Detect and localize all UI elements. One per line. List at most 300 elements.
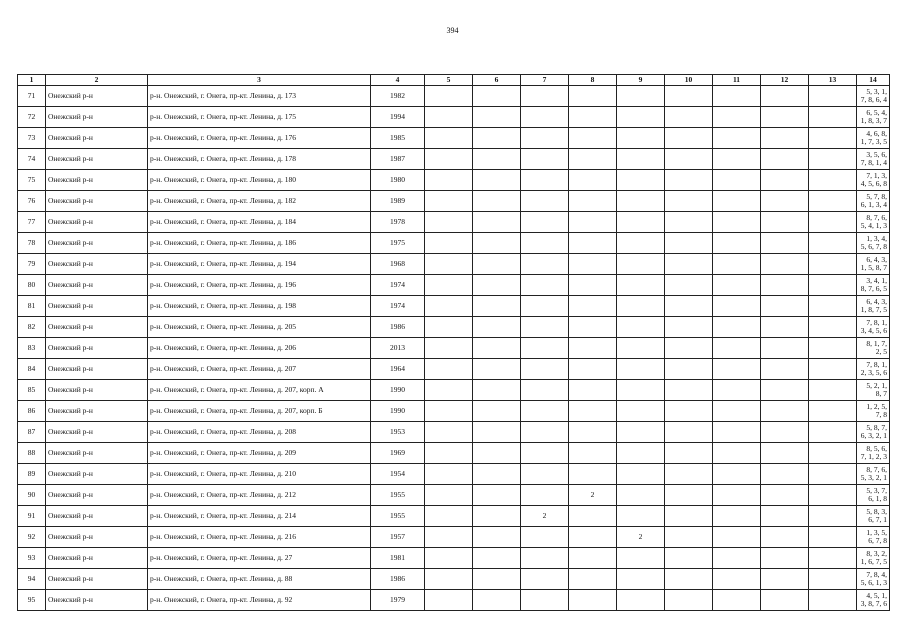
col-13-cell xyxy=(809,86,857,107)
address-cell: р-н. Онежский, г. Онега, пр-кт. Ленина, д. 196 xyxy=(148,275,371,296)
col-8-cell xyxy=(569,170,617,191)
row-number: 79 xyxy=(18,254,46,275)
table-row xyxy=(18,590,890,611)
col-12-cell xyxy=(761,254,809,275)
col-10-cell xyxy=(665,191,713,212)
col-14-cell: 8, 7, 6, 5, 3, 2, 1 xyxy=(857,464,890,485)
row-number: 87 xyxy=(18,422,46,443)
col-5-cell xyxy=(425,359,473,380)
col-11-cell xyxy=(713,233,761,254)
col-8-cell xyxy=(569,296,617,317)
col-11-cell xyxy=(713,590,761,611)
col-5-cell xyxy=(425,317,473,338)
col-6-cell xyxy=(473,359,521,380)
address-cell: р-н. Онежский, г. Онега, пр-кт. Ленина, д. 184 xyxy=(148,212,371,233)
col-5-cell xyxy=(425,443,473,464)
col-6-cell xyxy=(473,86,521,107)
row-number: 73 xyxy=(18,128,46,149)
col-10-cell xyxy=(665,359,713,380)
address-cell: р-н. Онежский, г. Онега, пр-кт. Ленина, д. 178 xyxy=(148,149,371,170)
table-row xyxy=(18,254,890,275)
column-header: 6 xyxy=(473,75,521,86)
col-11-cell xyxy=(713,191,761,212)
col-5-cell xyxy=(425,128,473,149)
table-row xyxy=(18,128,890,149)
col-6-cell xyxy=(473,233,521,254)
col-6-cell xyxy=(473,107,521,128)
col-14-cell: 3, 5, 6, 7, 8, 1, 4 xyxy=(857,149,890,170)
address-cell: р-н. Онежский, г. Онега, пр-кт. Ленина, д. 206 xyxy=(148,338,371,359)
year-cell: 1978 xyxy=(371,212,425,233)
col-13-cell xyxy=(809,464,857,485)
col-8-cell xyxy=(569,254,617,275)
col-14-cell: 5, 8, 7, 6, 3, 2, 1 xyxy=(857,422,890,443)
col-8-cell xyxy=(569,464,617,485)
col-6-cell xyxy=(473,422,521,443)
district-cell: Онежский р-н xyxy=(46,317,148,338)
year-cell: 1980 xyxy=(371,170,425,191)
year-cell: 2013 xyxy=(371,338,425,359)
col-12-cell xyxy=(761,527,809,548)
address-cell: р-н. Онежский, г. Онега, пр-кт. Ленина, д. 207 xyxy=(148,359,371,380)
row-number: 91 xyxy=(18,506,46,527)
row-number: 78 xyxy=(18,233,46,254)
col-8-cell xyxy=(569,359,617,380)
year-cell: 1964 xyxy=(371,359,425,380)
col-11-cell xyxy=(713,422,761,443)
table-row xyxy=(18,401,890,422)
address-cell: р-н. Онежский, г. Онега, пр-кт. Ленина, д. 212 xyxy=(148,485,371,506)
col-7-cell xyxy=(521,107,569,128)
col-13-cell xyxy=(809,296,857,317)
col-13-cell xyxy=(809,128,857,149)
col-6-cell xyxy=(473,464,521,485)
col-10-cell xyxy=(665,569,713,590)
col-8-cell: 2 xyxy=(569,485,617,506)
col-5-cell xyxy=(425,527,473,548)
col-11-cell xyxy=(713,296,761,317)
col-6-cell xyxy=(473,275,521,296)
col-8-cell xyxy=(569,212,617,233)
row-number: 89 xyxy=(18,464,46,485)
col-13-cell xyxy=(809,422,857,443)
col-6-cell xyxy=(473,254,521,275)
col-11-cell xyxy=(713,338,761,359)
col-12-cell xyxy=(761,422,809,443)
year-cell: 1974 xyxy=(371,296,425,317)
header-row xyxy=(18,75,890,86)
col-14-cell: 6, 4, 3, 1, 5, 8, 7 xyxy=(857,254,890,275)
col-7-cell xyxy=(521,275,569,296)
col-6-cell xyxy=(473,548,521,569)
address-cell: р-н. Онежский, г. Онега, пр-кт. Ленина, д. 214 xyxy=(148,506,371,527)
col-14-cell: 7, 8, 1, 2, 3, 5, 6 xyxy=(857,359,890,380)
col-11-cell xyxy=(713,506,761,527)
col-12-cell xyxy=(761,485,809,506)
district-cell: Онежский р-н xyxy=(46,128,148,149)
col-7-cell xyxy=(521,296,569,317)
col-8-cell xyxy=(569,506,617,527)
address-cell: р-н. Онежский, г. Онега, пр-кт. Ленина, д. 207, корп. А xyxy=(148,380,371,401)
col-7-cell xyxy=(521,464,569,485)
col-6-cell xyxy=(473,569,521,590)
col-13-cell xyxy=(809,359,857,380)
col-6-cell xyxy=(473,527,521,548)
row-number: 86 xyxy=(18,401,46,422)
year-cell: 1968 xyxy=(371,254,425,275)
col-10-cell xyxy=(665,86,713,107)
year-cell: 1985 xyxy=(371,128,425,149)
district-cell: Онежский р-н xyxy=(46,86,148,107)
col-7-cell xyxy=(521,149,569,170)
col-8-cell xyxy=(569,107,617,128)
col-8-cell xyxy=(569,401,617,422)
col-13-cell xyxy=(809,275,857,296)
row-number: 93 xyxy=(18,548,46,569)
col-6-cell xyxy=(473,443,521,464)
year-cell: 1994 xyxy=(371,107,425,128)
col-7-cell xyxy=(521,380,569,401)
table-row xyxy=(18,485,890,506)
col-10-cell xyxy=(665,317,713,338)
address-cell: р-н. Онежский, г. Онега, пр-кт. Ленина, д. 27 xyxy=(148,548,371,569)
column-header: 2 xyxy=(46,75,148,86)
district-cell: Онежский р-н xyxy=(46,170,148,191)
col-9-cell xyxy=(617,254,665,275)
col-13-cell xyxy=(809,149,857,170)
col-8-cell xyxy=(569,317,617,338)
col-12-cell xyxy=(761,380,809,401)
col-10-cell xyxy=(665,422,713,443)
col-9-cell xyxy=(617,464,665,485)
col-7-cell xyxy=(521,422,569,443)
col-10-cell xyxy=(665,212,713,233)
col-6-cell xyxy=(473,128,521,149)
col-7-cell xyxy=(521,128,569,149)
district-cell: Онежский р-н xyxy=(46,296,148,317)
col-8-cell xyxy=(569,527,617,548)
col-5-cell xyxy=(425,590,473,611)
col-12-cell xyxy=(761,128,809,149)
column-header: 14 xyxy=(857,75,890,86)
col-8-cell xyxy=(569,191,617,212)
column-header: 9 xyxy=(617,75,665,86)
col-12-cell xyxy=(761,233,809,254)
col-7-cell xyxy=(521,527,569,548)
address-cell: р-н. Онежский, г. Онега, пр-кт. Ленина, д. 194 xyxy=(148,254,371,275)
address-cell: р-н. Онежский, г. Онега, пр-кт. Ленина, д. 208 xyxy=(148,422,371,443)
col-11-cell xyxy=(713,317,761,338)
col-12-cell xyxy=(761,464,809,485)
col-14-cell: 1, 2, 5, 7, 8 xyxy=(857,401,890,422)
col-10-cell xyxy=(665,548,713,569)
column-header: 8 xyxy=(569,75,617,86)
col-11-cell xyxy=(713,359,761,380)
col-8-cell xyxy=(569,338,617,359)
col-10-cell xyxy=(665,233,713,254)
column-header: 4 xyxy=(371,75,425,86)
col-14-cell: 1, 3, 4, 5, 6, 7, 8 xyxy=(857,233,890,254)
col-10-cell xyxy=(665,401,713,422)
col-9-cell xyxy=(617,338,665,359)
col-13-cell xyxy=(809,170,857,191)
col-12-cell xyxy=(761,401,809,422)
col-10-cell xyxy=(665,527,713,548)
col-13-cell xyxy=(809,317,857,338)
col-8-cell xyxy=(569,233,617,254)
table-row xyxy=(18,443,890,464)
col-14-cell: 8, 7, 6, 5, 4, 1, 3 xyxy=(857,212,890,233)
col-7-cell xyxy=(521,401,569,422)
table-row xyxy=(18,233,890,254)
col-5-cell xyxy=(425,296,473,317)
col-5-cell xyxy=(425,86,473,107)
row-number: 77 xyxy=(18,212,46,233)
table-row xyxy=(18,275,890,296)
year-cell: 1974 xyxy=(371,275,425,296)
col-13-cell xyxy=(809,401,857,422)
col-14-cell: 1, 3, 5, 6, 7, 8 xyxy=(857,527,890,548)
row-number: 71 xyxy=(18,86,46,107)
column-header: 7 xyxy=(521,75,569,86)
col-7-cell xyxy=(521,359,569,380)
address-cell: р-н. Онежский, г. Онега, пр-кт. Ленина, д. 186 xyxy=(148,233,371,254)
col-11-cell xyxy=(713,569,761,590)
table-row xyxy=(18,569,890,590)
table-row xyxy=(18,548,890,569)
col-11-cell xyxy=(713,548,761,569)
table-row xyxy=(18,380,890,401)
col-9-cell xyxy=(617,422,665,443)
column-header: 11 xyxy=(713,75,761,86)
table-row xyxy=(18,149,890,170)
col-13-cell xyxy=(809,506,857,527)
col-12-cell xyxy=(761,170,809,191)
col-9-cell xyxy=(617,380,665,401)
col-12-cell xyxy=(761,548,809,569)
table-body xyxy=(18,86,890,611)
col-12-cell xyxy=(761,212,809,233)
col-8-cell xyxy=(569,548,617,569)
col-12-cell xyxy=(761,86,809,107)
col-14-cell: 5, 8, 3, 6, 7, 1 xyxy=(857,506,890,527)
col-14-cell: 5, 7, 8, 6, 1, 3, 4 xyxy=(857,191,890,212)
col-7-cell xyxy=(521,254,569,275)
col-5-cell xyxy=(425,422,473,443)
row-number: 83 xyxy=(18,338,46,359)
col-11-cell xyxy=(713,527,761,548)
col-13-cell xyxy=(809,527,857,548)
col-6-cell xyxy=(473,212,521,233)
address-cell: р-н. Онежский, г. Онега, пр-кт. Ленина, д. 205 xyxy=(148,317,371,338)
col-8-cell xyxy=(569,590,617,611)
col-11-cell xyxy=(713,275,761,296)
column-header: 10 xyxy=(665,75,713,86)
district-cell: Онежский р-н xyxy=(46,506,148,527)
year-cell: 1955 xyxy=(371,485,425,506)
address-cell: р-н. Онежский, г. Онега, пр-кт. Ленина, д. 198 xyxy=(148,296,371,317)
row-number: 72 xyxy=(18,107,46,128)
row-number: 80 xyxy=(18,275,46,296)
col-14-cell: 6, 4, 3, 1, 8, 7, 5 xyxy=(857,296,890,317)
district-cell: Онежский р-н xyxy=(46,485,148,506)
year-cell: 1957 xyxy=(371,527,425,548)
col-9-cell xyxy=(617,485,665,506)
address-cell: р-н. Онежский, г. Онега, пр-кт. Ленина, д. 210 xyxy=(148,464,371,485)
district-cell: Онежский р-н xyxy=(46,338,148,359)
col-7-cell xyxy=(521,170,569,191)
year-cell: 1982 xyxy=(371,86,425,107)
col-13-cell xyxy=(809,107,857,128)
district-cell: Онежский р-н xyxy=(46,527,148,548)
table-row xyxy=(18,107,890,128)
address-cell: р-н. Онежский, г. Онега, пр-кт. Ленина, д. 207, корп. Б xyxy=(148,401,371,422)
col-9-cell xyxy=(617,86,665,107)
col-9-cell xyxy=(617,359,665,380)
col-13-cell xyxy=(809,380,857,401)
district-cell: Онежский р-н xyxy=(46,401,148,422)
col-8-cell xyxy=(569,443,617,464)
col-7-cell xyxy=(521,317,569,338)
col-7-cell xyxy=(521,548,569,569)
address-cell: р-н. Онежский, г. Онега, пр-кт. Ленина, д. 180 xyxy=(148,170,371,191)
col-11-cell xyxy=(713,254,761,275)
col-9-cell xyxy=(617,548,665,569)
col-5-cell xyxy=(425,569,473,590)
col-5-cell xyxy=(425,149,473,170)
col-10-cell xyxy=(665,506,713,527)
address-cell: р-н. Онежский, г. Онега, пр-кт. Ленина, д. 92 xyxy=(148,590,371,611)
col-5-cell xyxy=(425,170,473,191)
col-6-cell xyxy=(473,149,521,170)
col-14-cell: 5, 3, 7, 6, 1, 8 xyxy=(857,485,890,506)
year-cell: 1969 xyxy=(371,443,425,464)
table-row xyxy=(18,170,890,191)
col-13-cell xyxy=(809,191,857,212)
col-5-cell xyxy=(425,107,473,128)
col-11-cell xyxy=(713,212,761,233)
district-cell: Онежский р-н xyxy=(46,107,148,128)
row-number: 75 xyxy=(18,170,46,191)
district-cell: Онежский р-н xyxy=(46,464,148,485)
col-7-cell xyxy=(521,233,569,254)
col-9-cell xyxy=(617,191,665,212)
col-6-cell xyxy=(473,296,521,317)
col-12-cell xyxy=(761,191,809,212)
year-cell: 1990 xyxy=(371,401,425,422)
table-row xyxy=(18,191,890,212)
col-10-cell xyxy=(665,128,713,149)
row-number: 88 xyxy=(18,443,46,464)
col-9-cell xyxy=(617,569,665,590)
col-7-cell xyxy=(521,191,569,212)
year-cell: 1989 xyxy=(371,191,425,212)
col-10-cell xyxy=(665,590,713,611)
col-6-cell xyxy=(473,590,521,611)
col-11-cell xyxy=(713,380,761,401)
table-row xyxy=(18,317,890,338)
col-7-cell xyxy=(521,212,569,233)
col-9-cell: 2 xyxy=(617,527,665,548)
col-13-cell xyxy=(809,569,857,590)
col-5-cell xyxy=(425,275,473,296)
col-14-cell: 4, 6, 8, 1, 7, 3, 5 xyxy=(857,128,890,149)
col-6-cell xyxy=(473,506,521,527)
table-row xyxy=(18,359,890,380)
col-13-cell xyxy=(809,548,857,569)
col-7-cell xyxy=(521,590,569,611)
district-cell: Онежский р-н xyxy=(46,443,148,464)
district-cell: Онежский р-н xyxy=(46,422,148,443)
table-row xyxy=(18,506,890,527)
col-14-cell: 8, 3, 2, 1, 6, 7, 5 xyxy=(857,548,890,569)
col-12-cell xyxy=(761,107,809,128)
district-cell: Онежский р-н xyxy=(46,191,148,212)
col-8-cell xyxy=(569,422,617,443)
col-14-cell: 7, 1, 3, 4, 5, 6, 8 xyxy=(857,170,890,191)
col-5-cell xyxy=(425,506,473,527)
col-12-cell xyxy=(761,590,809,611)
col-11-cell xyxy=(713,86,761,107)
table-row xyxy=(18,464,890,485)
col-6-cell xyxy=(473,317,521,338)
col-5-cell xyxy=(425,254,473,275)
col-6-cell xyxy=(473,338,521,359)
col-11-cell xyxy=(713,443,761,464)
district-cell: Онежский р-н xyxy=(46,212,148,233)
col-7-cell xyxy=(521,569,569,590)
col-7-cell: 2 xyxy=(521,506,569,527)
col-6-cell xyxy=(473,485,521,506)
col-12-cell xyxy=(761,296,809,317)
address-cell: р-н. Онежский, г. Онега, пр-кт. Ленина, д. 176 xyxy=(148,128,371,149)
table-row xyxy=(18,338,890,359)
district-cell: Онежский р-н xyxy=(46,149,148,170)
col-8-cell xyxy=(569,149,617,170)
row-number: 85 xyxy=(18,380,46,401)
col-8-cell xyxy=(569,569,617,590)
col-10-cell xyxy=(665,485,713,506)
col-5-cell xyxy=(425,212,473,233)
col-6-cell xyxy=(473,170,521,191)
col-9-cell xyxy=(617,506,665,527)
year-cell: 1979 xyxy=(371,590,425,611)
year-cell: 1981 xyxy=(371,548,425,569)
col-12-cell xyxy=(761,443,809,464)
col-13-cell xyxy=(809,443,857,464)
column-header: 5 xyxy=(425,75,473,86)
col-8-cell xyxy=(569,275,617,296)
page-number: 394 xyxy=(446,26,459,35)
row-number: 92 xyxy=(18,527,46,548)
col-13-cell xyxy=(809,254,857,275)
col-13-cell xyxy=(809,590,857,611)
row-number: 82 xyxy=(18,317,46,338)
col-7-cell xyxy=(521,86,569,107)
column-header: 1 xyxy=(18,75,46,86)
district-cell: Онежский р-н xyxy=(46,380,148,401)
col-9-cell xyxy=(617,401,665,422)
address-cell: р-н. Онежский, г. Онега, пр-кт. Ленина, д. 216 xyxy=(148,527,371,548)
col-10-cell xyxy=(665,170,713,191)
col-12-cell xyxy=(761,317,809,338)
row-number: 90 xyxy=(18,485,46,506)
table-row xyxy=(18,527,890,548)
district-cell: Онежский р-н xyxy=(46,254,148,275)
col-12-cell xyxy=(761,149,809,170)
col-12-cell xyxy=(761,506,809,527)
col-12-cell xyxy=(761,359,809,380)
